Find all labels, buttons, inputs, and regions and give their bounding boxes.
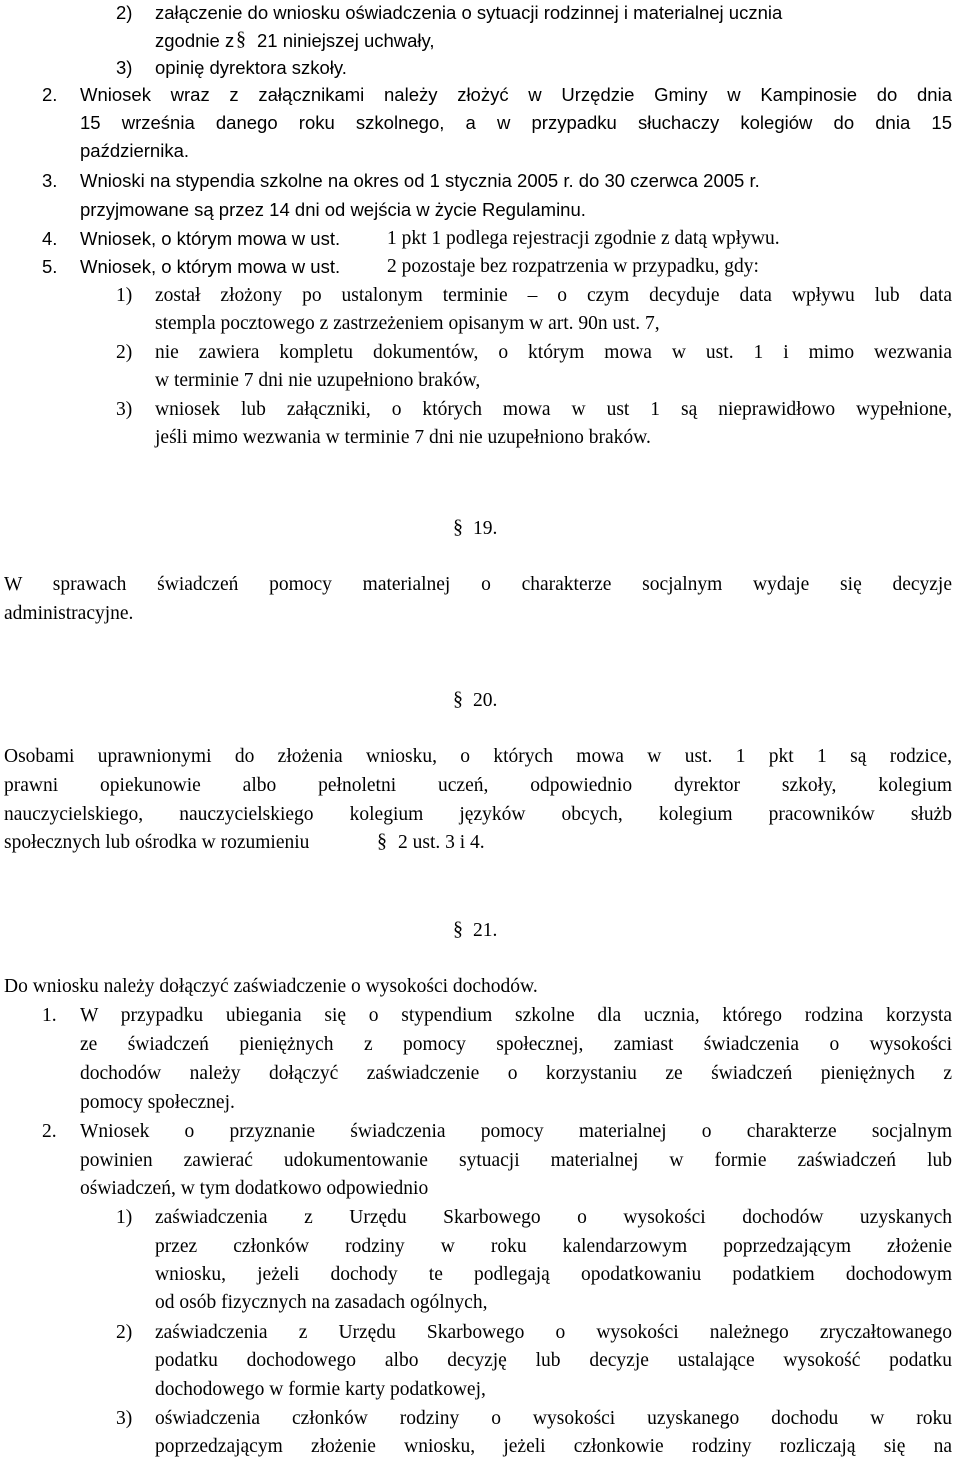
list-item-text: zaświadczenia z Urzędu Skarbowego o wysokości dochodów uzyskanych [155, 1207, 952, 1228]
list-item-text: stempla pocztowego z zastrzeżeniem opisanym w art. 90n ust. 7, [155, 313, 660, 334]
section-heading: 21. [473, 920, 498, 941]
section-sign-icon: § [236, 28, 246, 50]
list-item-text: od osób fizycznych na zasadach ogólnych, [155, 1292, 488, 1313]
paragraph-number: 5. [42, 256, 58, 277]
list-number: 1) [116, 1207, 133, 1228]
section-heading: 20. [473, 690, 498, 711]
paragraph-line: Wniosek, o którym mowa w ust. [80, 228, 341, 249]
section-sign-icon: § [453, 918, 463, 940]
list-item-text: poprzedzającym złożenie wniosku, jeżeli członkowie rodziny rozliczają się na [155, 1436, 952, 1457]
list-number: 3) [116, 1408, 133, 1429]
paragraph-line: oświadczeń, w tym dodatkowo odpowiednio [80, 1178, 429, 1199]
paragraph-line: powinien zawierać udokumentowanie sytuacji materialnej w formie zaświadczeń lub [80, 1150, 952, 1171]
list-item-text: w terminie 7 dni nie uzupełniono braków, [155, 370, 481, 391]
paragraph-number: 4. [42, 228, 58, 249]
paragraph-number: 2. [42, 1121, 57, 1142]
paragraph-line: Wniosek wraz z załącznikami należy złożyć w Urzędzie Gminy w Kampinosie do dnia [80, 84, 952, 105]
paragraph-line: administracyjne. [4, 603, 134, 624]
paragraph-line: Osobami uprawnionymi do złożenia wniosku, o których mowa w ust. 1 pkt 1 są rodzice, [4, 746, 952, 767]
paragraph-number: 1. [42, 1005, 57, 1026]
paragraph-line: Wniosek, o którym mowa w ust. [80, 256, 341, 277]
paragraph-line: października. [80, 140, 190, 161]
list-item-text: dochodowego w formie karty podatkowej, [155, 1379, 486, 1400]
list-number: 3) [116, 399, 133, 420]
paragraph-line: dochodów należy dołączyć zaświadczenie o korzystaniu ze świadczeń pieniężnych z [80, 1063, 952, 1084]
paragraph-number: 2. [42, 84, 58, 105]
list-item-text: jeśli mimo wezwania w terminie 7 dni nie uzupełniono braków. [155, 427, 651, 448]
paragraph-line: pomocy społecznej. [80, 1092, 235, 1113]
list-item-text: nie zawiera kompletu dokumentów, o którym mowa w ust. 1 i mimo wezwania [155, 342, 952, 363]
paragraph-line: nauczycielskiego, nauczycielskiego kolegium języków obcych, kolegium pracowników służb [4, 804, 952, 825]
list-item-text: opinię dyrektora szkoły. [155, 57, 347, 78]
list-item-text: wniosek lub załączniki, o których mowa w ust 1 są nieprawidłowo wypełnione, [155, 399, 952, 420]
list-item-text: zgodnie z [155, 30, 235, 51]
paragraph-line: 15 września danego roku szkolnego, a w przypadku słuchaczy kolegiów do dnia 15 [80, 112, 952, 133]
list-number: 3) [116, 57, 133, 78]
paragraph-number: 3. [42, 170, 58, 191]
paragraph-line: przyjmowane są przez 14 dni od wejścia w życie Regulaminu. [80, 199, 586, 220]
list-item-text: załączenie do wniosku oświadczenia o sytuacji rodzinnej i materialnej ucznia [155, 2, 783, 23]
list-item-text: wniosku, jeżeli dochody te podlegają opodatkowaniu podatkiem dochodowym [155, 1264, 952, 1285]
paragraph-line: Do wniosku należy dołączyć zaświadczenie o wysokości dochodów. [4, 976, 538, 997]
list-item-text: 21 niniejszej uchwały, [257, 30, 435, 51]
paragraph-line: W sprawach świadczeń pomocy materialnej o charakterze socjalnym wydaje się decyzje [4, 574, 952, 595]
section-sign-icon: § [453, 516, 463, 538]
paragraph-line: ze świadczeń pieniężnych z pomocy społecznej, zamiast świadczenia o wysokości [80, 1034, 952, 1055]
list-item-text: został złożony po ustalonym terminie – o czym decyduje data wpływu lub data [155, 285, 952, 306]
paragraph-line: 2 pozostaje bez rozpatrzenia w przypadku, gdy: [387, 256, 759, 277]
paragraph-line: 2 ust. 3 i 4. [398, 832, 485, 853]
list-number: 1) [116, 285, 133, 306]
list-item-text: zaświadczenia z Urzędu Skarbowego o wysokości należnego zryczałtowanego [155, 1322, 952, 1343]
section-sign-icon: § [453, 688, 463, 710]
section-sign-icon: § [377, 830, 387, 852]
list-number: 2) [116, 342, 133, 363]
list-item-text: oświadczenia członków rodziny o wysokości uzyskanego dochodu w roku [155, 1408, 952, 1429]
list-number: 2) [116, 2, 133, 23]
paragraph-line: Wniosek o przyznanie świadczenia pomocy materialnej o charakterze socjalnym [80, 1121, 952, 1142]
list-item-text: podatku dochodowego albo decyzję lub decyzje ustalające wysokość podatku [155, 1350, 952, 1371]
paragraph-line: prawni opiekunowie albo pełnoletni uczeń, odpowiednio dyrektor szkoły, kolegium [4, 775, 952, 796]
paragraph-line: 1 pkt 1 podlega rejestracji zgodnie z datą wpływu. [387, 228, 780, 249]
list-number: 2) [116, 1322, 133, 1343]
paragraph-line: W przypadku ubiegania się o stypendium szkolne dla ucznia, którego rodzina korzysta [80, 1005, 952, 1026]
paragraph-line: społecznych lub ośrodka w rozumieniu [4, 832, 310, 853]
list-item-text: przez członków rodziny w roku kalendarzowym poprzedzającym złożenie [155, 1236, 952, 1257]
paragraph-line: Wnioski na stypendia szkolne na okres od 1 stycznia 2005 r. do 30 czerwca 2005 r. [80, 170, 760, 191]
section-heading: 19. [473, 518, 498, 539]
